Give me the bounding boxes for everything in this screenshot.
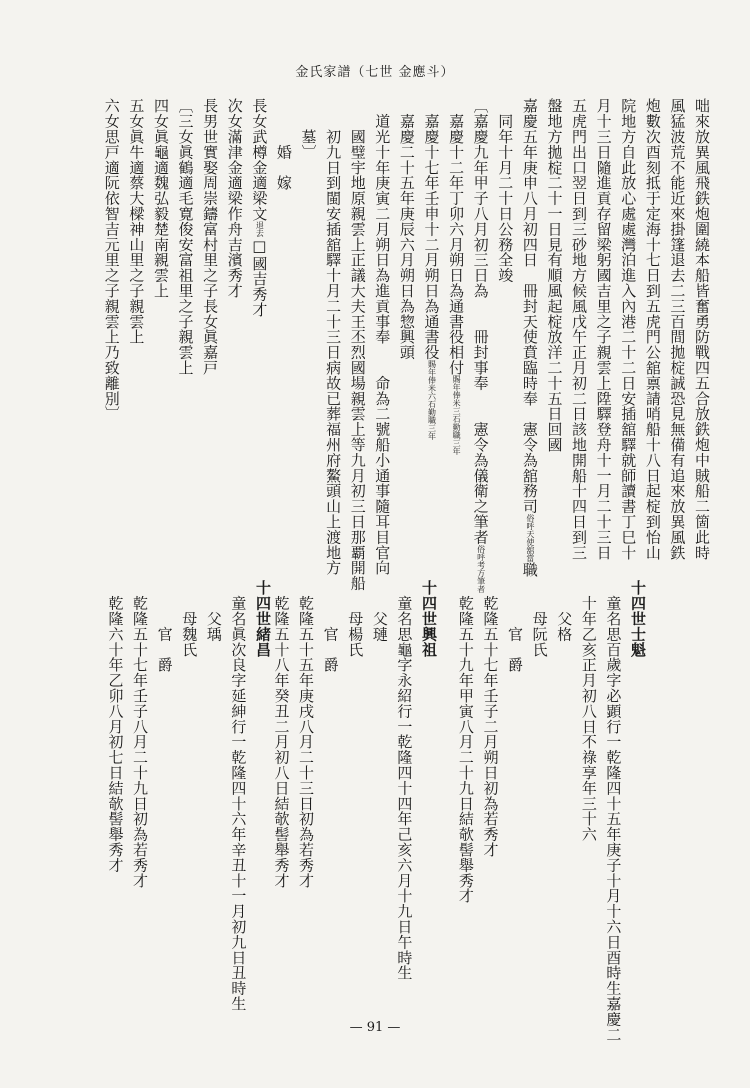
text-column	[198, 98, 223, 553]
text-column	[601, 580, 626, 1042]
column-text: 月十三日隨進貢存留梁躬國吉里之子親雲上陞驛登舟十一月二十三日	[594, 98, 613, 560]
column-text: 童名思百歲字必顕行一乾隆四十五年庚子十月十六日酉時生嘉慶二	[604, 580, 623, 1042]
column-text: 國璧宇地原親雲上正議大夫王丕烈國場親雲上等九月初三日那覇開船	[348, 98, 367, 591]
column-text: 院地方自此放心處處灣泊進入內港二十二日安插舘驛就師讀書丁巳十	[619, 98, 638, 560]
text-column	[343, 580, 368, 1010]
text-column	[271, 98, 296, 553]
text-column	[665, 98, 690, 560]
text-column	[640, 98, 665, 560]
text-column	[177, 580, 202, 1010]
column-text: 母阮氏	[530, 580, 549, 657]
text-column	[443, 98, 468, 553]
text-column	[591, 98, 616, 560]
text-column	[493, 98, 518, 553]
text-column	[576, 580, 601, 1010]
text-column	[468, 98, 493, 593]
column-text: 長女武樽金適梁文	[250, 98, 269, 222]
column-text: 六女思戸適阮依智吉元里之子親雲上乃致離別〕	[102, 98, 121, 422]
column-text: 官 爵	[155, 580, 174, 673]
lower-middle-text-block	[269, 580, 441, 1010]
column-text: 乾隆五十九年甲寅八月二十九日結欹髻舉秀才	[456, 580, 475, 904]
text-column	[517, 98, 542, 578]
column-text: 嘉慶二十五年庚辰六月朔日為惣興頭	[397, 98, 416, 360]
column-text: 乾隆五十七年壬子八月二十九日初為若秀才	[131, 580, 150, 888]
interlinear-note: 退去	[255, 221, 265, 238]
interlinear-note: 俗呼天使舘當	[525, 513, 535, 562]
column-text: 乾隆六十年乙卯八月初七日結欹髻舉秀才	[106, 580, 125, 873]
column-text: 同年十月二十日公務全竣	[496, 98, 515, 283]
lower-left-text-block	[103, 580, 275, 1010]
column-text: 十四世緒昌	[254, 580, 272, 657]
text-column	[527, 580, 552, 1010]
column-text: 〔三女眞鶴適毛寛俊安富祖里之子親雲上	[176, 98, 195, 376]
text-column	[201, 580, 226, 1010]
column-text: 嘉慶五年庚申八月初四日 冊封天使賁臨時奉 憲令為舘務司	[520, 98, 539, 514]
column-text: 道光十年庚寅二月朔日為進貢事奉 命為二號船小通事隨耳目官向	[373, 98, 392, 576]
column-text: 母魏氏	[180, 580, 199, 657]
text-column	[321, 98, 346, 576]
column-text: 父瑀	[204, 580, 223, 642]
text-column	[367, 580, 392, 1010]
text-column	[318, 580, 343, 1010]
interlinear-note: 俗呼考方筆者	[476, 544, 486, 593]
text-column	[542, 98, 567, 553]
text-column	[419, 98, 444, 553]
interlinear-note: 賜年俸米三石勤職三年	[452, 375, 462, 456]
text-column	[99, 98, 124, 553]
column-text: 十年乙亥正月初八日不祿享年三十六	[579, 580, 598, 842]
column-text: 十四世興祖	[420, 580, 438, 657]
column-text-continued: 職	[520, 561, 539, 578]
text-column	[616, 98, 641, 560]
text-column	[453, 580, 478, 1010]
column-text: 初九日到閩安插舘驛十月二十三日病故已葬福州府鰲頭山上渡地方	[324, 98, 343, 576]
column-text: 五女眞牛適蔡大樑神山里之子親雲上	[127, 98, 146, 345]
upper-text-block	[99, 98, 714, 593]
column-text: 父璉	[370, 580, 389, 642]
column-text: 〔嘉慶九年甲子八月初三日為 冊封事奉 憲令為儀衛之筆者	[471, 98, 490, 545]
text-column	[502, 580, 527, 1010]
entry-heading	[625, 580, 650, 1010]
text-column	[148, 98, 173, 553]
column-text: 十四世士魁	[629, 580, 647, 657]
text-column	[296, 98, 321, 553]
column-text: 官 爵	[506, 580, 525, 673]
entry-heading	[416, 580, 441, 1010]
column-text: 盤地方拋椗二十一日見有順風起椗放洋二十五日回國	[545, 98, 564, 453]
column-text: 嘉慶十二年丁卯六月朔日為通書役相付	[447, 98, 466, 376]
text-column	[173, 98, 198, 553]
column-text: 風猛波荒不能近來掛篷退去二三百間拋椗誠恐見無備有追來放異風鉄	[668, 98, 687, 560]
text-column	[293, 580, 318, 1010]
column-text: 乾隆五十五年庚戌八月二十三日初為若秀才	[297, 580, 316, 888]
text-column	[247, 98, 272, 553]
text-column	[689, 98, 714, 560]
column-text: 童名思龜字永紹行一乾隆四十四年己亥六月十九日午時生	[395, 580, 414, 981]
column-text: 炮數次酉刻抵于定海十七日到五虎門公舘禀請哨船十八日起椗到怡山	[643, 98, 662, 560]
column-text: 次女滿津金適梁作舟吉濱秀才	[225, 98, 244, 299]
column-text: 墓〕	[299, 98, 318, 160]
text-column	[103, 580, 128, 1010]
text-column	[226, 580, 251, 1010]
column-text: 乾隆五十七年壬子二月朔日初為若秀才	[481, 580, 500, 858]
column-text: 嘉慶十七年壬申十二月朔日為通書役	[422, 98, 441, 360]
text-column	[370, 98, 395, 576]
column-text: 五虎門出口翌日到三砂地方候風戊午正月初二日該地開船十四日到三	[570, 98, 589, 560]
page-header: 金氏家譜（七世 金應斗）	[295, 65, 455, 80]
column-text: 婚 嫁	[274, 98, 293, 191]
column-text: 父格	[555, 580, 574, 642]
column-text: 咄來放異風飛鉄炮圍繞本船皆奮勇防戰四五合放鉄炮中賊船二箇此時	[693, 98, 711, 560]
text-column	[345, 98, 370, 591]
page-number: — 91 —	[349, 1020, 401, 1035]
lower-right-text-block	[453, 580, 650, 1042]
text-column	[478, 580, 503, 1010]
column-text: 長男世實娶周崇鑄富村里之子長女眞嘉戸	[201, 98, 220, 376]
column-text: 四女眞龜適魏弘毅楚南親雲上	[151, 98, 170, 299]
text-column	[222, 98, 247, 553]
text-column	[394, 98, 419, 553]
column-text: 乾隆五十八年癸丑二月初八日結欹髻舉秀才	[272, 580, 291, 888]
column-text-continued: □國吉秀才	[250, 237, 269, 318]
text-column	[124, 98, 149, 553]
column-text: 官 爵	[321, 580, 340, 673]
text-column	[152, 580, 177, 1010]
interlinear-note: 賜年俸米六石勤職三年	[427, 359, 437, 440]
column-text: 童名眞次良字延紳行一乾隆四十六年辛丑十一月初九日丑時生	[229, 580, 248, 1012]
column-text: 母楊氏	[346, 580, 365, 657]
text-column	[566, 98, 591, 560]
text-column	[392, 580, 417, 1010]
text-column	[127, 580, 152, 1010]
entry-heading	[250, 580, 275, 1010]
text-column	[552, 580, 577, 1010]
